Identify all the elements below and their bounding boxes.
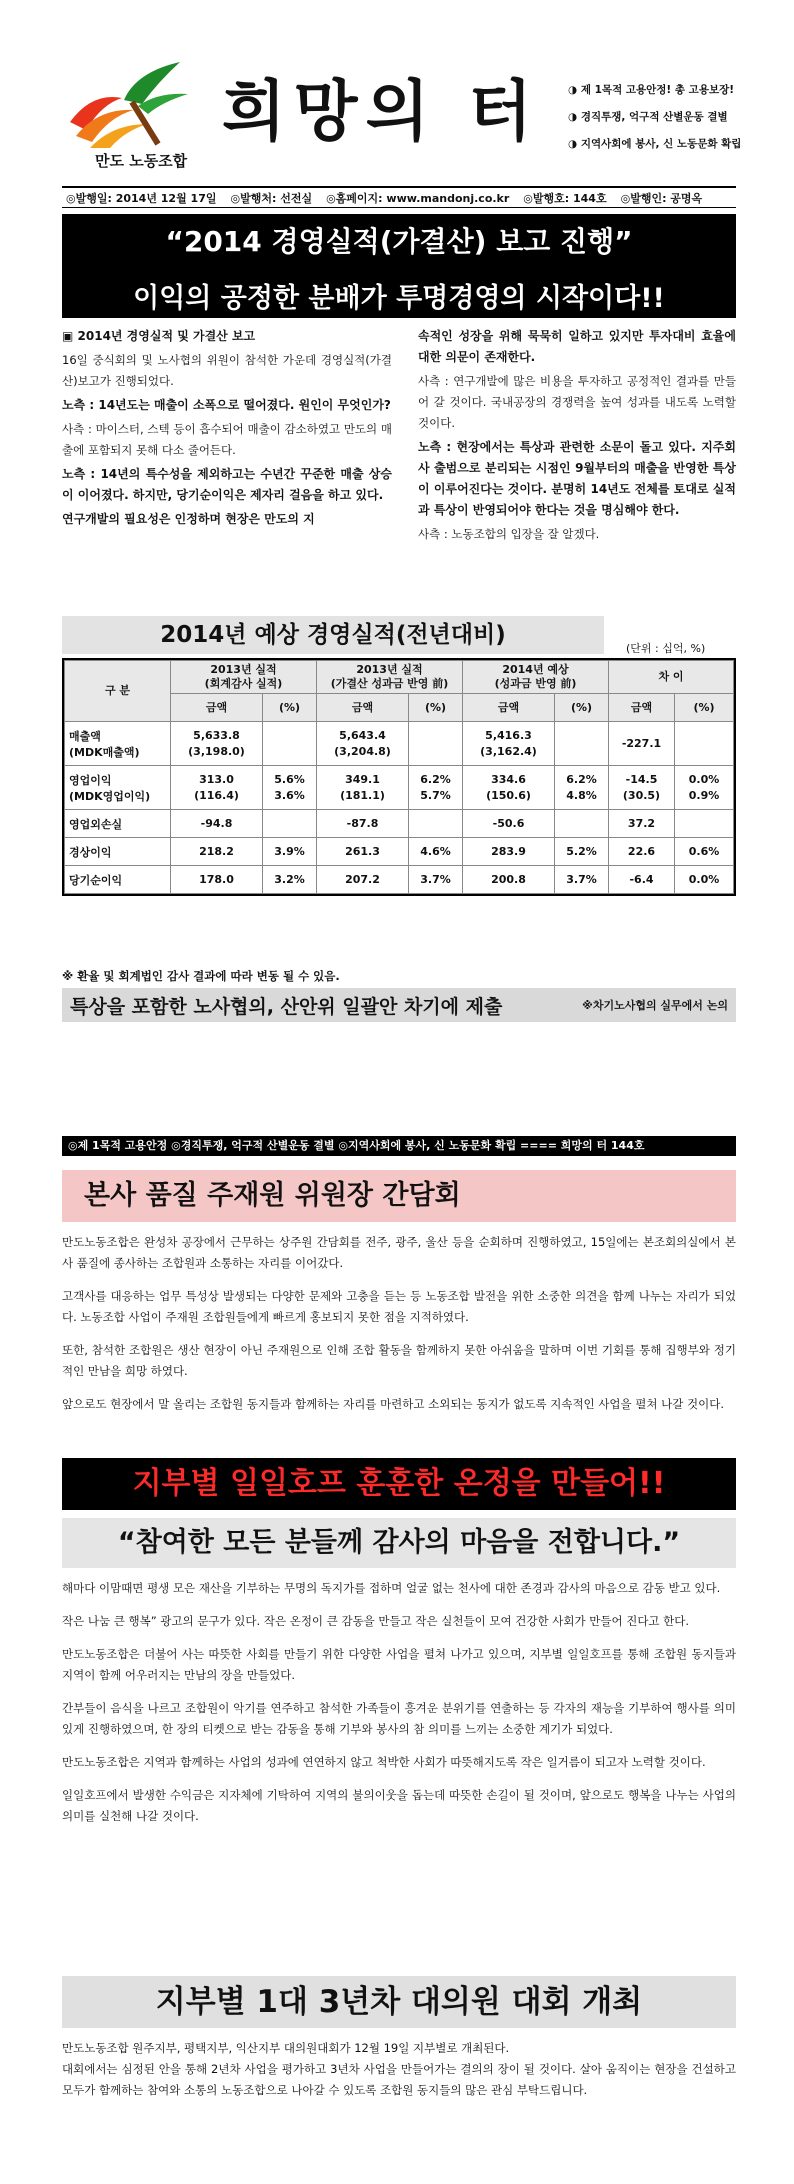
section-subheading-hof: “참여한 모든 분들께 감사의 마음을 전합니다.”: [62, 1518, 736, 1568]
bargaining-headline: 특상을 포함한 노사협의, 산안위 일괄안 차기에 제출: [70, 995, 503, 1018]
section-heading-hof: 지부별 일일호프 훈훈한 온정을 만들어!!: [62, 1458, 736, 1510]
table-cell: 0.6%: [675, 838, 734, 866]
table-cell: [263, 810, 317, 838]
paragraph: 해마다 이맘때면 평생 모은 재산을 기부하는 무명의 독지가를 접하며 얼굴 없는 천사에 대한 존경과 감사의 마음으로 감동 받고 있다.: [62, 1581, 721, 1595]
paragraph: 만도노동조합 원주지부, 평택지부, 익산지부 대의원대회가 12월 19일 지부별로 개최된다.: [62, 2041, 510, 2055]
paragraph: 만도노동조합은 완성차 공장에서 근무하는 상주원 간담회를 전주, 광주, 울산 등을 순회하며 진행하였고, 15일에는 본조회의실에서 본사 품질에 종사하는 조합원과 소통하는 자리를 이어갔다.: [62, 1235, 736, 1270]
table-cell: 6.2% 5.7%: [409, 766, 463, 810]
table-subheader: 금액: [317, 694, 409, 722]
table-cell: 261.3: [317, 838, 409, 866]
article-paragraph: 16일 중식회의 및 노사협의 위원이 참석한 가운데 경영실적(가결산)보고가 진행되었다.: [62, 353, 392, 388]
table-row-label: 영업이익 (MDK영업이익): [65, 766, 171, 810]
article-paragraph: 사측 : 노동조합의 입장을 잘 알겠다.: [418, 527, 600, 541]
lead-headline-box: [62, 214, 736, 318]
table-row-label: 당기순이익: [65, 866, 171, 894]
table-cell: 4.6%: [409, 838, 463, 866]
article-column-left: [62, 326, 392, 533]
table-cell: [555, 810, 609, 838]
section-body-meeting: [62, 1232, 736, 1427]
article-column-right: [418, 326, 736, 548]
lead-headline: “2014 경영실적(가결산) 보고 진행”: [165, 225, 633, 258]
lead-subheadline: 이익의 공정한 분배가 투명경영의 시작이다!!: [133, 283, 665, 314]
table-cell: [555, 722, 609, 766]
table-row-label: 영업외손실: [65, 810, 171, 838]
table-cell: -227.1: [609, 722, 675, 766]
issue-number: ◎발행호: 144호: [523, 191, 607, 205]
article-section-head: ▣ 2014년 경영실적 및 가결산 보고: [62, 329, 256, 343]
newsletter-title: 희망의 터: [222, 72, 541, 150]
table-cell: 37.2: [609, 810, 675, 838]
slogan-item: ◑ 지역사회에 봉사, 신 노동문화 확립: [568, 138, 742, 150]
table-cell: 3.2%: [263, 866, 317, 894]
paragraph: 대회에서는 심정된 안을 통해 2년차 사업을 평가하고 3년차 사업을 만들어가는 결의의 장이 될 것이다. 살아 움직이는 현장을 건설하고 모두가 함께하는 참여와 소통의 노동조합으로 나아갈 수 있도록 조합원 동지들의 많은 관심 부탁드립니다.: [62, 2062, 736, 2097]
table-group-header: 2014년 예상 (성과금 반영 前): [463, 661, 609, 694]
section-body-hof: [62, 1578, 736, 1839]
table-subheader: (%): [555, 694, 609, 722]
section-heading-meeting: 본사 품질 주재원 위원장 간담회: [62, 1170, 736, 1222]
homepage-link[interactable]: ◎홈페이지: www.mandonj.co.kr: [326, 191, 510, 205]
article-paragraph: 노측 : 14년의 특수성을 제외하고는 수년간 꾸준한 매출 상승이 이어졌다. 하지만, 당기순이익은 제자리 걸음을 하고 있다.: [62, 467, 392, 502]
table-cell: 283.9: [463, 838, 555, 866]
article-paragraph: 속적인 성장을 위해 묵묵히 일하고 있지만 투자대비 효율에 대한 의문이 존재한다.: [418, 329, 736, 364]
section-heading-delegates: 지부별 1대 3년차 대의원 대회 개최: [62, 1976, 736, 2028]
table-group-header: 2013년 실적 (가결산 성과금 반영 前): [317, 661, 463, 694]
table-title: 2014년 예상 경영실적(전년대비): [62, 616, 604, 654]
table-cell: 0.0% 0.9%: [675, 766, 734, 810]
article-paragraph: 사측 : 마이스터, 스텍 등이 흡수되어 매출이 감소하였고 만도의 매출에 포함되지 못해 다소 줄어든다.: [62, 422, 392, 457]
article-paragraph: 사측 : 연구개발에 많은 비용을 투자하고 공정적인 결과를 만들어 갈 것이다. 국내공장의 경쟁력을 높여 성과를 내도록 노력할 것이다.: [418, 374, 736, 430]
table-cell: 3.7%: [555, 866, 609, 894]
paragraph: 고객사를 대응하는 업무 특성상 발생되는 다양한 문제와 고충을 듣는 등 노동조합 발전을 위한 소중한 의견을 함께 나누는 자리가 되었다. 노동조합 사업이 주재원 조합원들에게 빠르게 홍보되지 못한 점을 지적하였다.: [62, 1289, 736, 1324]
paragraph: 만도노동조합은 지역과 함께하는 사업의 성과에 연연하지 않고 척박한 사회가 따뜻해지도록 작은 일거름이 되고자 노력할 것이다.: [62, 1755, 706, 1769]
table-cell: -6.4: [609, 866, 675, 894]
table-cell: [409, 810, 463, 838]
table-group-header: 차 이: [609, 661, 734, 694]
table-cell: 0.0%: [675, 866, 734, 894]
table-cell: -94.8: [171, 810, 263, 838]
table-footnote: ※ 환율 및 회계법인 감사 결과에 따라 변동 될 수 있음.: [62, 969, 340, 983]
page2-header-bar: ◎제 1목적 고용안정 ◎경직투쟁, 억구적 산별운동 결별 ◎지역사회에 봉사, 신 노동문화 확립 ==== 희망의 터 144호: [62, 1136, 736, 1156]
table-cell: 3.7%: [409, 866, 463, 894]
table-cell: 218.2: [171, 838, 263, 866]
slogan-item: ◑ 경직투쟁, 억구적 산별운동 결별: [568, 111, 728, 123]
table-cell: 178.0: [171, 866, 263, 894]
union-logo: [62, 52, 192, 148]
table-cell: [675, 722, 734, 766]
table-subheader: 금액: [171, 694, 263, 722]
table-row: [65, 810, 734, 838]
paragraph: 간부들이 음식을 나르고 조합원이 악기를 연주하고 참석한 가족들이 흥겨운 분위기를 연출하는 등 각자의 재능을 기부하여 행사를 의미 있게 진행하였으며, 한 장의 티켓으로 받는 감동을 통해 기부와 봉사의 참 의미를 느끼는 소중한 계기가 되었다.: [62, 1701, 736, 1736]
table-row: [65, 722, 734, 766]
slogan-list: [568, 82, 778, 163]
table-group-header: 2013년 실적 (회계감사 실적): [171, 661, 317, 694]
performance-table: [62, 658, 736, 896]
table-row: [65, 866, 734, 894]
table-cell: 313.0 (116.4): [171, 766, 263, 810]
table-cell: 5.6% 3.6%: [263, 766, 317, 810]
publisher-dept: ◎발행처: 선전실: [230, 191, 313, 205]
slogan-item: ◑ 제 1목적 고용안정! 총 고용보장!: [568, 84, 735, 96]
issue-date: ◎발행일: 2014년 12월 17일: [66, 191, 217, 205]
table-cell: -14.5 (30.5): [609, 766, 675, 810]
bargaining-note: ※차기노사협의 실무에서 논의: [582, 999, 728, 1012]
table-cell: 6.2% 4.8%: [555, 766, 609, 810]
table-subheader: 금액: [609, 694, 675, 722]
paragraph: 앞으로도 현장에서 말 올리는 조합원 동지들과 함께하는 자리를 마련하고 소외되는 동지가 없도록 지속적인 사업을 펼쳐 나갈 것이다.: [62, 1397, 725, 1411]
table-row: [65, 838, 734, 866]
paragraph: 작은 나눔 큰 행복” 광고의 문구가 있다. 작은 온정이 큰 감동을 만들고 작은 실천들이 모여 건강한 사회가 만들어 진다고 한다.: [62, 1614, 690, 1628]
table-cell: 5,643.4 (3,204.8): [317, 722, 409, 766]
table-unit: (단위 : 십억, %): [626, 642, 706, 655]
table-cell: 5,416.3 (3,162.4): [463, 722, 555, 766]
article-paragraph: 노측 : 현장에서는 특상과 관련한 소문이 돌고 있다. 지주회사 출범으로 분리되는 시점인 9월부터의 매출을 반영한 특상이 이루어진다는 것이다. 분명히 14년도 전체를 토대로 실적과 특상이 반영되어야 한다는 것을 명심해야 한다.: [418, 440, 736, 517]
table-subheader: (%): [263, 694, 317, 722]
table-cell: [675, 810, 734, 838]
paragraph: 또한, 참석한 조합원은 생산 현장이 아닌 주재원으로 인해 조합 활동을 함께하지 못한 아쉬움을 말하며 이번 기회를 통해 집행부와 정기적인 만남을 희망 하였다.: [62, 1343, 736, 1378]
table-cell: 5.2%: [555, 838, 609, 866]
table-cell: 207.2: [317, 866, 409, 894]
table-cell: -50.6: [463, 810, 555, 838]
paragraph: 일일호프에서 발생한 수익금은 지자체에 기탁하여 지역의 불의이웃을 돕는데 따뜻한 손길이 될 것이며, 앞으로도 행복을 나누는 사업의 의미를 실천해 나갈 것이다.: [62, 1788, 736, 1823]
table-cell: [409, 722, 463, 766]
table-cell: -87.8: [317, 810, 409, 838]
publication-info-bar: [62, 186, 736, 208]
table-row: [65, 766, 734, 810]
table-cell: [263, 722, 317, 766]
publisher-name: ◎발행인: 공명옥: [620, 191, 703, 205]
bargaining-banner: [62, 988, 736, 1022]
table-subheader: 금액: [463, 694, 555, 722]
section-body-delegates: [62, 2038, 736, 2101]
table-cell: 3.9%: [263, 838, 317, 866]
table-cell: 5,633.8 (3,198.0): [171, 722, 263, 766]
table-corner-header: 구 분: [65, 661, 171, 722]
paragraph: 만도노동조합은 더불어 사는 따뜻한 사회를 만들기 위한 다양한 사업을 펼쳐 나가고 있으며, 지부별 일일호프를 통해 조합원 동지들과 지역이 함께 어우러지는 만남의 장을 만들었다.: [62, 1647, 736, 1682]
table-subheader: (%): [409, 694, 463, 722]
table-cell: 22.6: [609, 838, 675, 866]
table-subheader: (%): [675, 694, 734, 722]
table-cell: 200.8: [463, 866, 555, 894]
union-name: 만도 노동조합: [95, 152, 188, 170]
table-row-label: 매출액 (MDK매출액): [65, 722, 171, 766]
table-cell: 349.1 (181.1): [317, 766, 409, 810]
article-paragraph: 연구개발의 필요성은 인정하며 현장은 만도의 지: [62, 512, 315, 526]
table-row-label: 경상이익: [65, 838, 171, 866]
table-cell: 334.6 (150.6): [463, 766, 555, 810]
article-paragraph: 노측 : 14년도는 매출이 소폭으로 떨어졌다. 원인이 무엇인가?: [62, 398, 391, 412]
